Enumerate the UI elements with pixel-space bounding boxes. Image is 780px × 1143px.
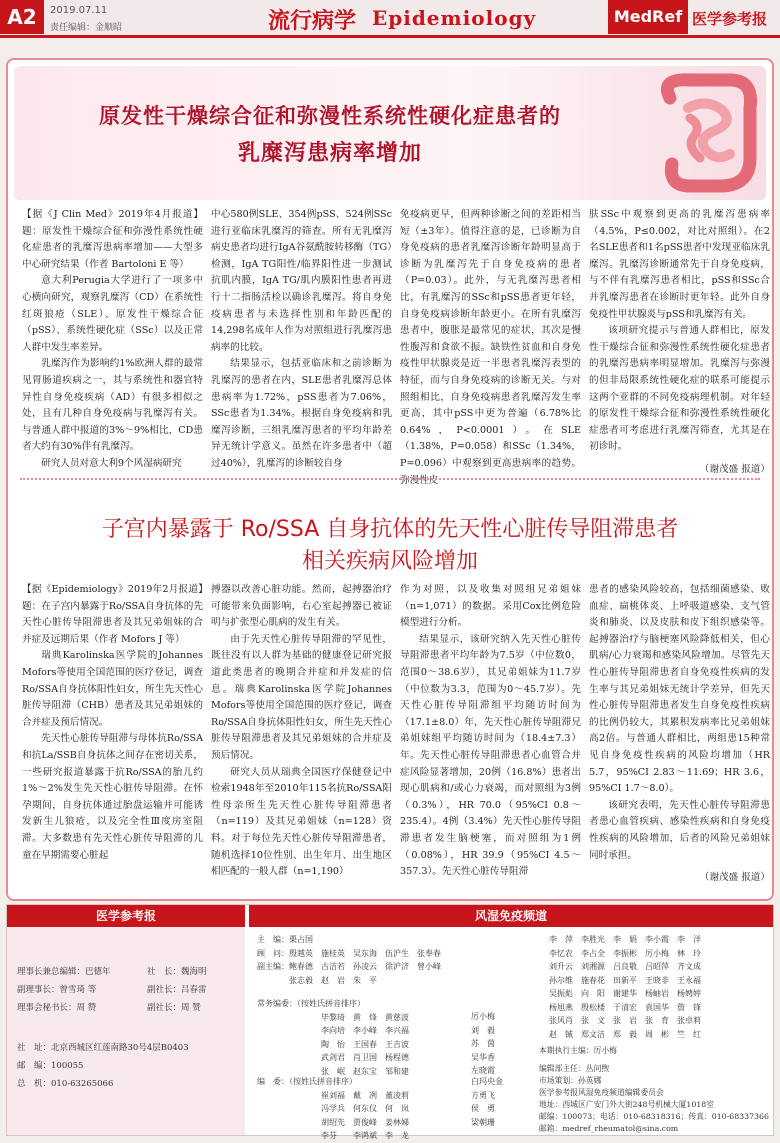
article2-col4 bbox=[589, 582, 770, 892]
masthead-left bbox=[7, 905, 245, 1135]
mast-council-line: 李向培 李小峰 李兴福 bbox=[321, 1026, 409, 1035]
mast-editor-line: 崔刘福 戴 冽 董凌莉 bbox=[321, 1090, 409, 1100]
masthead-right-title: 风湿免疫频道 bbox=[249, 905, 773, 927]
article1-paragraph: 意大利Perugia大学进行了一项多中心横向研究，观察乳糜泻（CD）在系统性红斑狼疮（SLE）、原发性干燥综合征（pSS）、系统性硬化症（SSc）以及正常人群中发生率差异。 bbox=[22, 275, 203, 353]
article1-col1 bbox=[22, 207, 203, 469]
mast-list-line: 张风肖 张 文 张 岩 张 育 张卓莉 bbox=[549, 1016, 701, 1025]
mast-list-line: 李 萍 李胜光 李 娟 李小霞 李 洋 bbox=[549, 935, 701, 944]
responsible-editor: 责任编辑：金顺昭 bbox=[50, 23, 123, 33]
intestine-illustration-icon bbox=[650, 68, 762, 200]
article2-title-line1: 子宫内暴露于 Ro/SSA 自身抗体的先天性心脏传导阻滞患者 bbox=[101, 517, 679, 542]
mast-list-line: 李忆农 李占全 李振彬 厉小梅 林 玲 bbox=[549, 948, 701, 958]
article1-paragraph: 结果显示，包括亚临床和之前诊断为乳糜泻的患者在内，SLE患者乳糜泻总体患病率为1.72%，pSS患者为7.06%，SSc患者为1.34%。根据自身免疫病和乳糜泻诊断，三组乳糜泻患者的平均年龄差异无统计学意义。虽然在许多患者中（超过40%），乳糜泻的诊断较自身 bbox=[211, 358, 392, 469]
mast-list-line: 杨旭燕 殷松楼 于清宏 袁国华 詹 锋 bbox=[549, 1002, 701, 1012]
article1-paragraph: 该项研究提示与普通人群相比，原发性干燥综合征和弥漫性系统性硬化症患者的乳糜泻患病率明显增加。乳糜泻与弥漫的但非局限系统性硬化症的联系可能提示这两个亚群的不同免疫病理机制。对年轻的原发性干燥综合征和弥漫性系统性硬化症患者可考虑进行乳糜泻筛查，尤其是在初诊时。 bbox=[589, 325, 770, 453]
mast-editor-line: 冯学兵 何东仪 何 岚 bbox=[321, 1104, 409, 1113]
article2-paragraph: 患者的感染风险较高，包括细菌感染、败血症、扁桃体炎、上呼吸道感染、支气管炎和肺炎、以及皮肤和皮下组织感染等。起搏器治疗与脑梗塞风险降低相关，但心肌病/心力衰竭和感染风险增加。尽管先天性心脏传导阻滞患者自身免疫性疾病的发生率与其兄弟姐妹无统计学差异，但先天性心脏传导阻滞患者发生自身免疫性疾病的比例仍较大，其累积发病率比兄弟姐妹高2倍。与普通人群相比，两组患15种常见自身免疫性疾病的风险均增加（HR 5.7，95%CI 2.83～11.69；HR 3.6，95%CI 1.7～8.0）。 bbox=[589, 584, 770, 795]
mast-editor-line: 方勇飞 bbox=[471, 1090, 495, 1100]
mast-list-line: 吴振彪 向 阳 谢建华 杨岫岩 杨娉婷 bbox=[549, 989, 701, 998]
mast-market: 市场策划：孙英娜 bbox=[539, 1076, 602, 1085]
mast-council-line: 武剑君 肖卫国 杨程德 bbox=[321, 1053, 409, 1062]
article2-col2 bbox=[211, 582, 392, 892]
article1-paragraph: 中心580例SLE、354例pSS、524例SSc进行亚临床乳糜泻的筛查。所有无乳糜泻病史患者均进行IgA谷氨酰胺转移酶（TG）检测，IgA TG阳性/临界阳性进一步测试抗肌内膜，IgA TG/肌内膜阳性患者再进行十二指肠活检以确诊乳糜泻。将自身免疫病患者与未选择性别和年龄匹配的14,298名成年人作为对照组进行乳糜泻患病率的比较。 bbox=[211, 209, 392, 353]
article1-col3 bbox=[400, 207, 581, 486]
section-title-cn: 流行病学 bbox=[268, 9, 357, 34]
section-title-en: Epidemiology bbox=[372, 6, 537, 30]
article1-col2 bbox=[211, 207, 392, 469]
mast-phone: 总 机：010-63265066 bbox=[17, 1079, 114, 1089]
mast-list-right bbox=[549, 933, 769, 1041]
masthead-right bbox=[249, 905, 773, 1140]
mast-council-2 bbox=[471, 1010, 531, 1078]
article1-paragraph: 肤SSc中观察到更高的乳糜泻患病率（4.5%，P≤0.002，对比对照组）。在2名SLE患者和1名pSS患者中发现亚临床乳糜泻。乳糜泻诊断通常先于自身免疫病，与不伴有乳糜泻患者相比，pSS和SSc合并乳糜泻患者在诊断时更年轻。此外自身免疫性甲状腺炎与pSS和乳糜泻有关。 bbox=[589, 209, 770, 320]
article1-paragraph: 乳糜泻作为影响约1%欧洲人群的最常见胃肠道疾病之一，其与系统性和器官特异性自身免疫疾病（AD）有很多相似之处，且有几种自身免疫病与乳糜泻有关。与普通人群中报道的3%～9%相比，CD患者大约有30%伴有乳糜泻。 bbox=[22, 358, 203, 453]
mast-council-line: 刘 毅 bbox=[471, 1025, 495, 1035]
article1-byline: （谢茂盛 报道） bbox=[699, 463, 770, 475]
mast-editor-line: 白玛央金 bbox=[471, 1077, 503, 1086]
mast-editors bbox=[257, 1075, 467, 1143]
mast-row: 副社长：周 赞 bbox=[147, 1003, 201, 1013]
article2-lead: 【据《Epidemiology》2019年2月报道】题：在子宫内暴露于Ro/SSA自身抗体的先天性心脏传导阻滞患者及其兄弟姐妹的合并症及远期后果（作者 Mofors J 等） bbox=[22, 584, 203, 645]
mast-role-line: 顾 问：殷越英 施桂英 吴东海 伍沪生 张奉春 bbox=[257, 948, 441, 958]
article1-banner bbox=[14, 66, 766, 200]
issue-date: 2019.07.11 bbox=[50, 5, 108, 16]
article2-paragraph: 研究人员从瑞典全国医疗保健登记中检索1948年至2010年115名抗Ro/SSA阳性母亲所生先天性心脏传导阻滞患者（n=119）及其兄弟姐妹（n=128）资料。对于每位先天性心脏传导阻滞患者，随机选择10位性别、出生年月、出生地区相匹配的一般人群（n=1,190） bbox=[211, 766, 392, 878]
mast-editor-line: 侯 勇 bbox=[471, 1104, 495, 1113]
mast-row: 副社长：吕春雷 bbox=[147, 985, 207, 995]
mast-exec-editor: 本期执行主编：厉小梅 bbox=[539, 1046, 617, 1055]
page-header bbox=[0, 0, 780, 38]
article2-paragraph: 搏器以改善心脏功能。然而，起搏器治疗可能带来负面影响，右心室起搏器已被证明与扩张型心肌病的发生有关。 bbox=[211, 584, 392, 629]
mast-office-address: 地址：西城区广安门外大街248号机械大厦1018室 bbox=[539, 1100, 715, 1109]
article2-byline: （谢茂盛 报道） bbox=[699, 872, 770, 884]
mast-council-label: 常务编委：（按姓氏拼音排序） bbox=[257, 999, 365, 1008]
article2-paragraph: 先天性心脏传导阻滞与母体抗Ro/SSA和抗La/SSB自身抗体之间存在密切关系，一些研究报道暴露于抗Ro/SSA的胎儿约1%～2%发生先天性心脏传导阻滞。在怀孕期间，自身抗体通过胎盘运输并可能诱发新生儿狼疮，以及完全性Ⅲ度房室阻滞。大多数患有先天性心脏传导阻滞的儿童在早期需要心脏起 bbox=[22, 733, 203, 861]
article2-col1 bbox=[22, 582, 203, 892]
article2-title-line2: 相关疾病风险增加 bbox=[301, 549, 478, 574]
article2-body bbox=[22, 582, 770, 892]
mast-council-line: 毕黎琦 黄 烽 黄慈波 bbox=[321, 1012, 409, 1022]
mast-row: 社 长：魏海明 bbox=[147, 967, 207, 977]
article1-col4 bbox=[589, 207, 770, 475]
article1-body bbox=[22, 207, 770, 486]
mast-list-line: 刘升云 刘湘源 吕良敬 吕昭萍 齐文成 bbox=[549, 962, 701, 971]
article-divider bbox=[20, 478, 760, 480]
mast-postcode: 邮 编：100055 bbox=[17, 1061, 84, 1071]
mast-office bbox=[539, 1045, 771, 1135]
article2-paragraph: 结果显示，该研究纳入先天性心脏传导阻滞患者平均年龄为7.5岁（中位数0，范围0～38.6岁），其兄弟姐妹为11.7岁（中位数为3.3，范围为0～45.7岁）。先天性心脏传导阻滞组平均随访时间为（17.1±8.0）年，先天性心脏传导阻滞兄弟姐妹组平均随访时间为（18.4±7.3）年。先天性心脏传导阻滞患者心血管合并症风险显著增加，20例（16.8%）患者出现心肌病和/或心力衰竭，而对照组为3例（0.3%），HR 70.0（95%CI 0.8～235.4）。4例（3.4%）先天性心脏传导阻滞患者发生脑梗塞，而对照组为1例（0.08%），HR 39.9（95%CI 4.5～357.3）。先天性心脏传导阻滞 bbox=[400, 633, 581, 878]
article2-col3 bbox=[400, 582, 581, 892]
article1-paragraph: 免疫病更早，但两种诊断之间的差距相当短（±3年）。值得注意的是，已诊断为自身免疫病的患者乳糜泻诊断年龄明显高于诊断为乳糜泻先于自身免疫病的患者（P=0.03）。此外，与无乳糜泻患者相比，有乳糜泻的SSc和pSS患者更年轻，自身免疫病诊断年龄更小。在所有乳糜泻患者中，腹胀是最常见的症状，其次是慢性腹泻和食欲不振。缺铁性贫血和自身免疫性甲状腺炎是近一半患者乳糜泻表型的特征，而与自身免疫病的诊断无关。与对照组相比，自身免疫病患者乳糜泻发生率更高，其中pSS中更为普遍（6.78%比0.64%，P<0.0001）。在SLE（1.38%，P=0.058）和SSc（1.34%，P=0.096）中观察到更高患病率的趋势。弥漫性皮 bbox=[400, 209, 581, 486]
article1-lead: 【据《J Clin Med》2019年4月报道】题：原发性干燥综合征和弥漫性系统性硬化症患者的乳糜泻患病率增加——大型多中心研究结果（作者 Bartoloni E 等） bbox=[22, 209, 203, 270]
page-number: A2 bbox=[0, 0, 44, 34]
article1-title-line2: 乳糜泻患病率增加 bbox=[237, 141, 422, 166]
article1-title-line1: 原发性干燥综合征和弥漫性系统性硬化症患者的 bbox=[99, 104, 561, 128]
mast-editors-label: 编 委：（按姓氏拼音排序） bbox=[257, 1077, 357, 1086]
article2-paragraph: 该研究表明，先天性心脏传导阻滞患者患心血管疾病、感染性疾病和自身免疫性疾病的风险增加，后者的风险兄弟姐妹同时承担。 bbox=[589, 799, 770, 861]
mast-row: 理事长兼总编辑：巴德年 bbox=[17, 967, 111, 977]
mast-council-line: 吴华香 bbox=[471, 1052, 495, 1062]
article2-paragraph: 由于先天性心脏传导阻滞的罕见性，既往没有以人群为基础的健康登记研究报道此类患者的晚期合并症和并发症的信息。瑞典Karolinska医学院Johannes Mofors等使用全国范围的医疗登记，调查Ro/SSA自身抗体阳性妇女，所生先天性心脏传导阻滞患者及其兄弟姐妹的合并症及预后情况。 bbox=[211, 633, 392, 761]
masthead-left-title: 医学参考报 bbox=[7, 905, 245, 927]
article1-paragraph: 研究人员对意大利9个风湿病研究 bbox=[41, 457, 182, 469]
brand-logo: MedRef bbox=[608, 0, 688, 34]
article2-paragraph: 作为对照，以及收集对照组兄弟姐妹（n=1,071）的数据。采用Cox比例危险模型进行分析。 bbox=[400, 584, 581, 629]
mast-editor-line: 李芬 李鸿斌 李 龙 bbox=[321, 1131, 409, 1140]
mast-role-line: 副主编：鲍春德 古洁若 孙凌云 徐沪济 曾小峰 bbox=[257, 962, 441, 971]
mast-address: 社 址：北京西城区红莲南路30号4层B0403 bbox=[17, 1043, 189, 1053]
mast-chief: 编辑部主任：丛问煦 bbox=[539, 1064, 610, 1073]
mast-list-line: 赵 铖 郑文洁 郑 毅 周 彬 竺 红 bbox=[549, 1029, 701, 1039]
mast-list-line: 孙尔维 施春花 田新平 王晓非 王永福 bbox=[549, 975, 701, 985]
mast-editor-line: 胡绍先 贾俊峰 姜林娣 bbox=[321, 1117, 409, 1127]
mast-email: 邮箱：medref_rheumatol@sina.com bbox=[539, 1124, 679, 1133]
mast-role-line: 主 编：栗占国 bbox=[257, 935, 313, 944]
mast-office-name: 医学参考报风湿免疫频道编辑委员会 bbox=[539, 1088, 664, 1097]
mast-editor-line: 梁朝珊 bbox=[471, 1117, 495, 1127]
mast-council-line: 厉小梅 bbox=[471, 1012, 495, 1021]
mast-council-line: 苏 茵 bbox=[471, 1039, 495, 1048]
mast-editors-2 bbox=[471, 1075, 531, 1129]
mast-office-tel: 邮编：100073；电话：010-68318316；传真：010-68337366 bbox=[539, 1112, 769, 1121]
mast-row: 理事会秘书长：周 赞 bbox=[17, 1003, 97, 1013]
mast-council-line: 张 岷 赵东宝 邹和建 bbox=[321, 1066, 409, 1076]
mast-roles bbox=[257, 933, 547, 987]
mast-council-line: 左晓霞 bbox=[471, 1066, 495, 1075]
mast-role-line: 张志毅 赵 岩 朱 平 bbox=[257, 975, 377, 985]
paper-name: 医学参考报 bbox=[692, 10, 768, 28]
mast-row: 副理事长：曾雪琦 等 bbox=[17, 985, 97, 995]
mast-council-line: 陶 怡 王国春 王吉波 bbox=[321, 1039, 409, 1049]
mast-council bbox=[257, 997, 467, 1078]
masthead bbox=[6, 904, 774, 1140]
article2-paragraph: 瑞典Karolinska医学院的Johannes Mofors等使用全国范围的医疗登记，调查Ro/SSA自身抗体阳性妇女，所生先天性心脏传导阻滞（CHB）患者及其兄弟姐妹的合并症及预后情况。 bbox=[22, 650, 203, 728]
